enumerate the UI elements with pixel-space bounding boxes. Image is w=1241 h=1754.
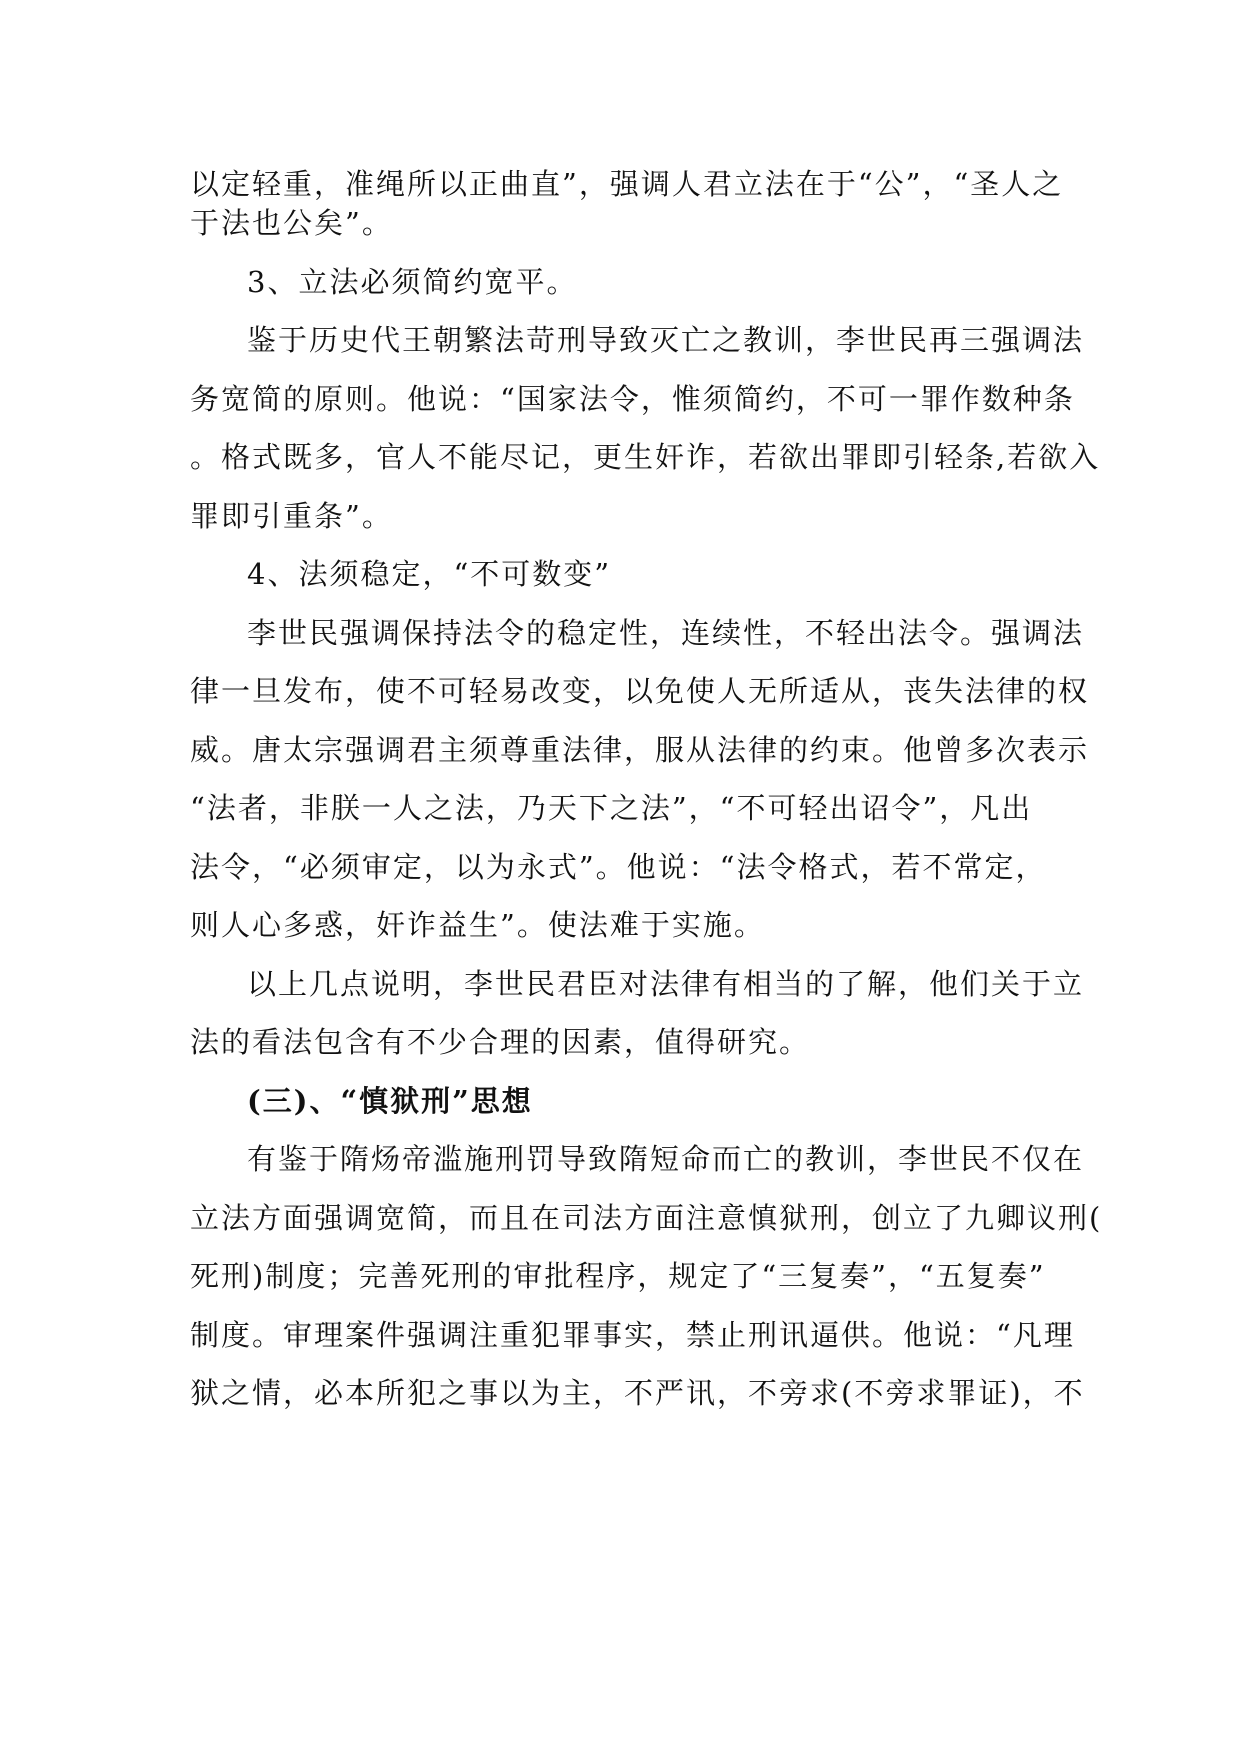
text-line: “法者，非朕一人之法，乃天下之法”，“不可轻出诏令”，凡出	[190, 791, 1033, 825]
paragraph-start: 鉴于历史代王朝繁法苛刑导致灭亡之教训，李世民再三强调法	[247, 323, 1085, 357]
text-line: 制度。审理案件强调注重犯罪事实，禁止刑讯逼供。他说：“凡理	[190, 1318, 1075, 1352]
paragraph-start: 有鉴于隋炀帝滥施刑罚导致隋短命而亡的教训，李世民不仅在	[247, 1142, 1085, 1176]
text-line: 威。唐太宗强调君主须尊重法律，服从法律的约束。他曾多次表示	[190, 733, 1090, 767]
text-line: 罪即引重条”。	[190, 499, 393, 533]
text-line: 。格式既多，官人不能尽记，更生奸诈，若欲出罪即引轻条,若欲入	[190, 440, 1101, 474]
list-heading-3: 3、立法必须简约宽平。	[247, 265, 578, 299]
text-line: 务宽简的原则。他说：“国家法令，惟须简约，不可一罪作数种条	[190, 382, 1075, 416]
text-line: 以定轻重，准绳所以正曲直”，强调人君立法在于“公”，“圣人之	[190, 167, 1064, 201]
text-line: 狱之情，必本所犯之事以为主，不严讯，不旁求(不旁求罪证)，不	[190, 1376, 1085, 1410]
text-line: 死刑)制度；完善死刑的审批程序，规定了“三复奏”，“五复奏”	[190, 1259, 1046, 1293]
list-heading-4: 4、法须稳定，“不可数变”	[247, 557, 612, 591]
text-line: 法令，“必须审定，以为永式”。他说：“法令格式，若不常定，	[190, 850, 1047, 884]
text-line: 于法也公矣”。	[190, 206, 393, 240]
text-line: 法的看法包含有不少合理的因素，值得研究。	[190, 1025, 811, 1059]
paragraph-start: 以上几点说明，李世民君臣对法律有相当的了解，他们关于立	[247, 967, 1085, 1001]
text-line: 立法方面强调宽简，而且在司法方面注意慎狱刑，创立了九卿议刑(	[190, 1201, 1103, 1235]
text-line: 律一旦发布，使不可轻易改变，以免使人无所适从，丧失法律的权	[190, 674, 1090, 708]
section-heading: (三)、“慎狱刑”思想	[247, 1084, 533, 1118]
paragraph-start: 李世民强调保持法令的稳定性，连续性，不轻出法令。强调法	[247, 616, 1085, 650]
text-line: 则人心多惑，奸诈益生”。使法难于实施。	[190, 908, 765, 942]
